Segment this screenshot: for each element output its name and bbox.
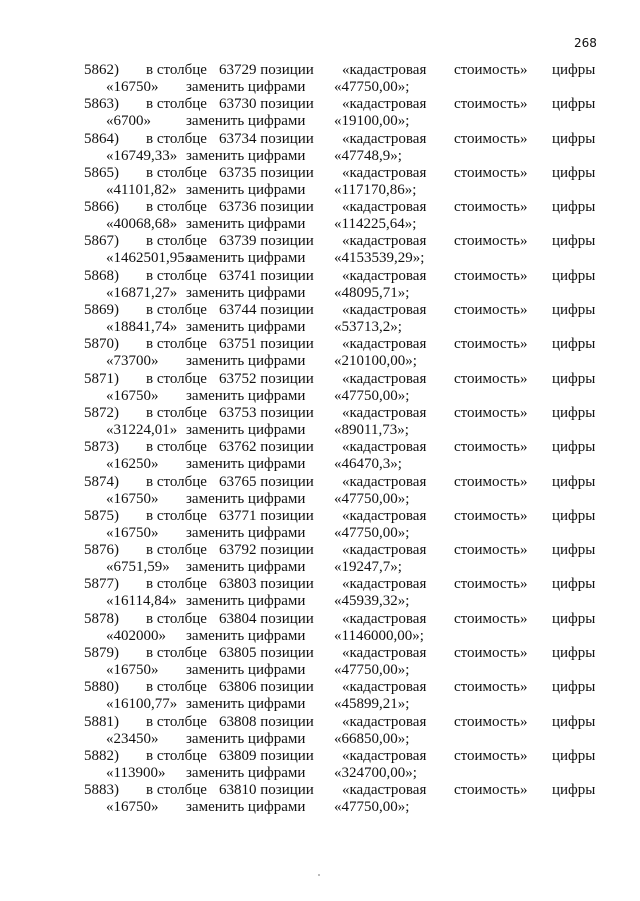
new-value: «47750,00»; [334, 662, 410, 679]
cadastral-label: «кадастровая [342, 473, 427, 490]
in-column-label: в столбце [146, 542, 207, 559]
value-label: стоимость» [454, 713, 528, 730]
replace-label: заменить цифрами [186, 764, 306, 781]
replace-label: заменить цифрами [186, 319, 306, 336]
in-column-label: в столбце [146, 610, 207, 627]
digits-label: цифры [552, 747, 596, 764]
digits-label: цифры [552, 439, 596, 456]
new-value: «45899,21»; [334, 696, 410, 713]
column-position: 63744 позиции [219, 302, 314, 319]
entry-line-2 [84, 148, 604, 165]
digits-label: цифры [552, 199, 596, 216]
entry-line-1 [84, 748, 604, 765]
old-value: «16750» [106, 799, 159, 816]
in-column-label: в столбце [146, 439, 207, 456]
replace-label: заменить цифрами [186, 730, 306, 747]
entry-line-2 [84, 765, 604, 782]
new-value: «45939,32»; [334, 593, 410, 610]
entry-line-2 [84, 285, 604, 302]
replace-label: заменить цифрами [186, 524, 306, 541]
digits-label: цифры [552, 576, 596, 593]
new-value: «47750,00»; [334, 387, 410, 404]
old-value: «16100,77» [106, 696, 178, 713]
in-column-label: в столбце [146, 267, 207, 284]
digits-label: цифры [552, 164, 596, 181]
replace-label: заменить цифрами [186, 662, 306, 679]
value-label: стоимость» [454, 507, 528, 524]
cadastral-label: «кадастровая [342, 96, 427, 113]
old-value: «402000» [106, 627, 166, 644]
old-value: «16750» [106, 662, 159, 679]
cadastral-label: «кадастровая [342, 782, 427, 799]
column-position: 63753 позиции [219, 404, 314, 421]
in-column-label: в столбце [146, 576, 207, 593]
old-value: «113900» [106, 764, 166, 781]
value-label: стоимость» [454, 679, 528, 696]
entry-number: 5866) [84, 199, 119, 216]
amendment-entry [84, 714, 604, 748]
entry-number: 5880) [84, 679, 119, 696]
digits-label: цифры [552, 507, 596, 524]
entry-line-2 [84, 593, 604, 610]
entry-line-2 [84, 422, 604, 439]
value-label: стоимость» [454, 302, 528, 319]
digits-label: цифры [552, 302, 596, 319]
column-position: 63808 позиции [219, 713, 314, 730]
new-value: «47750,00»; [334, 79, 410, 95]
cadastral-label: «кадастровая [342, 302, 427, 319]
old-value: «1462501,95» [106, 250, 193, 267]
column-position: 63751 позиции [219, 336, 314, 353]
entry-line-1 [84, 233, 604, 250]
entry-line-2 [84, 731, 604, 748]
entry-line-2 [84, 456, 604, 473]
value-label: стоимость» [454, 233, 528, 250]
entry-line-2 [84, 491, 604, 508]
old-value: «16250» [106, 456, 159, 473]
entry-number: 5879) [84, 645, 119, 662]
entry-line-2 [84, 79, 604, 96]
amendment-entry [84, 302, 604, 336]
entry-line-1 [84, 336, 604, 353]
cadastral-label: «кадастровая [342, 267, 427, 284]
amendment-entry [84, 748, 604, 782]
replace-label: заменить цифрами [186, 216, 306, 233]
new-value: «19247,7»; [334, 559, 402, 576]
entry-line-1 [84, 165, 604, 182]
entry-line-2 [84, 182, 604, 199]
old-value: «40068,68» [106, 216, 178, 233]
old-value: «6700» [106, 113, 151, 130]
amendment-entry [84, 782, 604, 816]
entry-number: 5881) [84, 713, 119, 730]
entry-line-1 [84, 576, 604, 593]
digits-label: цифры [552, 679, 596, 696]
in-column-label: в столбце [146, 782, 207, 799]
cadastral-label: «кадастровая [342, 713, 427, 730]
column-position: 63729 позиции [219, 62, 314, 78]
entry-number: 5882) [84, 747, 119, 764]
in-column-label: в столбце [146, 507, 207, 524]
old-value: «16750» [106, 524, 159, 541]
in-column-label: в столбце [146, 370, 207, 387]
new-value: «117170,86»; [334, 181, 417, 198]
cadastral-label: «кадастровая [342, 610, 427, 627]
new-value: «47750,00»; [334, 490, 410, 507]
replace-label: заменить цифрами [186, 559, 306, 576]
scan-speck [318, 874, 320, 876]
cadastral-label: «кадастровая [342, 199, 427, 216]
amendment-entry [84, 576, 604, 610]
entry-line-1 [84, 611, 604, 628]
entry-number: 5875) [84, 507, 119, 524]
new-value: «46470,3»; [334, 456, 402, 473]
new-value: «324700,00»; [334, 764, 417, 781]
digits-label: цифры [552, 267, 596, 284]
column-position: 63809 позиции [219, 747, 314, 764]
page-number: 268 [574, 36, 597, 50]
replace-label: заменить цифрами [186, 181, 306, 198]
cadastral-label: «кадастровая [342, 542, 427, 559]
entry-line-2 [84, 799, 604, 816]
replace-label: заменить цифрами [186, 696, 306, 713]
in-column-label: в столбце [146, 96, 207, 113]
amendment-entry [84, 645, 604, 679]
amendment-entry [84, 62, 604, 96]
digits-label: цифры [552, 782, 596, 799]
in-column-label: в столбце [146, 199, 207, 216]
cadastral-label: «кадастровая [342, 404, 427, 421]
cadastral-label: «кадастровая [342, 507, 427, 524]
entry-number: 5877) [84, 576, 119, 593]
cadastral-label: «кадастровая [342, 747, 427, 764]
old-value: «18841,74» [106, 319, 178, 336]
replace-label: заменить цифрами [186, 627, 306, 644]
amendment-entry [84, 336, 604, 370]
entry-line-1 [84, 508, 604, 525]
in-column-label: в столбце [146, 164, 207, 181]
entry-number: 5872) [84, 404, 119, 421]
replace-label: заменить цифрами [186, 353, 306, 370]
entry-number: 5883) [84, 782, 119, 799]
entry-line-2 [84, 628, 604, 645]
replace-label: заменить цифрами [186, 79, 306, 95]
old-value: «23450» [106, 730, 159, 747]
entry-line-1 [84, 679, 604, 696]
entry-line-1 [84, 645, 604, 662]
entry-line-1 [84, 714, 604, 731]
new-value: «89011,73»; [334, 421, 409, 438]
entry-line-2 [84, 353, 604, 370]
column-position: 63752 позиции [219, 370, 314, 387]
entry-line-1 [84, 96, 604, 113]
amendment-entry [84, 474, 604, 508]
replace-label: заменить цифрами [186, 456, 306, 473]
entry-number: 5874) [84, 473, 119, 490]
column-position: 63735 позиции [219, 164, 314, 181]
digits-label: цифры [552, 645, 596, 662]
value-label: стоимость» [454, 747, 528, 764]
amendment-entry [84, 233, 604, 267]
digits-label: цифры [552, 370, 596, 387]
digits-label: цифры [552, 610, 596, 627]
value-label: стоимость» [454, 610, 528, 627]
entry-line-2 [84, 216, 604, 233]
new-value: «210100,00»; [334, 353, 417, 370]
amendment-entry [84, 405, 604, 439]
value-label: стоимость» [454, 199, 528, 216]
entry-line-2 [84, 388, 604, 405]
old-value: «6751,59» [106, 559, 170, 576]
cadastral-label: «кадастровая [342, 679, 427, 696]
amendment-entry [84, 268, 604, 302]
in-column-label: в столбце [146, 336, 207, 353]
new-value: «47750,00»; [334, 524, 410, 541]
value-label: стоимость» [454, 62, 528, 78]
entry-number: 5869) [84, 302, 119, 319]
column-position: 63810 позиции [219, 782, 314, 799]
replace-label: заменить цифрами [186, 593, 306, 610]
in-column-label: в столбце [146, 713, 207, 730]
new-value: «47750,00»; [334, 799, 410, 816]
entry-line-1 [84, 782, 604, 799]
entry-line-1 [84, 439, 604, 456]
column-position: 63739 позиции [219, 233, 314, 250]
entry-line-2 [84, 113, 604, 130]
amendment-entry [84, 199, 604, 233]
digits-label: цифры [552, 542, 596, 559]
digits-label: цифры [552, 96, 596, 113]
amendment-entry [84, 679, 604, 713]
new-value: «114225,64»; [334, 216, 417, 233]
digits-label: цифры [552, 233, 596, 250]
amendment-entry [84, 508, 604, 542]
column-position: 63806 позиции [219, 679, 314, 696]
amendment-list [84, 62, 604, 817]
value-label: стоимость» [454, 439, 528, 456]
column-position: 63736 позиции [219, 199, 314, 216]
in-column-label: в столбце [146, 645, 207, 662]
entry-line-1 [84, 405, 604, 422]
entry-line-2 [84, 250, 604, 267]
value-label: стоимость» [454, 782, 528, 799]
value-label: стоимость» [454, 370, 528, 387]
column-position: 63803 позиции [219, 576, 314, 593]
column-position: 63730 позиции [219, 96, 314, 113]
entry-line-2 [84, 696, 604, 713]
old-value: «16750» [106, 490, 159, 507]
old-value: «41101,82» [106, 181, 177, 198]
entry-number: 5867) [84, 233, 119, 250]
entry-line-2 [84, 525, 604, 542]
replace-label: заменить цифрами [186, 147, 306, 164]
entry-line-2 [84, 662, 604, 679]
value-label: стоимость» [454, 542, 528, 559]
cadastral-label: «кадастровая [342, 576, 427, 593]
value-label: стоимость» [454, 336, 528, 353]
amendment-entry [84, 165, 604, 199]
cadastral-label: «кадастровая [342, 233, 427, 250]
replace-label: заменить цифрами [186, 490, 306, 507]
value-label: стоимость» [454, 96, 528, 113]
column-position: 63805 позиции [219, 645, 314, 662]
value-label: стоимость» [454, 576, 528, 593]
column-position: 63771 позиции [219, 507, 314, 524]
digits-label: цифры [552, 62, 596, 78]
column-position: 63765 позиции [219, 473, 314, 490]
amendment-entry [84, 96, 604, 130]
entry-line-1 [84, 199, 604, 216]
column-position: 63734 позиции [219, 130, 314, 147]
in-column-label: в столбце [146, 747, 207, 764]
column-position: 63741 позиции [219, 267, 314, 284]
entry-number: 5878) [84, 610, 119, 627]
value-label: стоимость» [454, 164, 528, 181]
entry-number: 5868) [84, 267, 119, 284]
cadastral-label: «кадастровая [342, 164, 427, 181]
digits-label: цифры [552, 130, 596, 147]
in-column-label: в столбце [146, 679, 207, 696]
column-position: 63762 позиции [219, 439, 314, 456]
entry-number: 5863) [84, 96, 119, 113]
entry-line-1 [84, 62, 604, 79]
old-value: «73700» [106, 353, 159, 370]
amendment-entry [84, 131, 604, 165]
entry-line-1 [84, 474, 604, 491]
value-label: стоимость» [454, 645, 528, 662]
column-position: 63804 позиции [219, 610, 314, 627]
amendment-entry [84, 439, 604, 473]
replace-label: заменить цифрами [186, 250, 306, 267]
in-column-label: в столбце [146, 302, 207, 319]
replace-label: заменить цифрами [186, 113, 306, 130]
entry-line-1 [84, 542, 604, 559]
column-position: 63792 позиции [219, 542, 314, 559]
entry-number: 5864) [84, 130, 119, 147]
value-label: стоимость» [454, 473, 528, 490]
value-label: стоимость» [454, 267, 528, 284]
entry-number: 5865) [84, 164, 119, 181]
entry-line-2 [84, 319, 604, 336]
amendment-entry [84, 611, 604, 645]
cadastral-label: «кадастровая [342, 62, 427, 78]
entry-line-1 [84, 268, 604, 285]
replace-label: заменить цифрами [186, 284, 306, 301]
value-label: стоимость» [454, 404, 528, 421]
replace-label: заменить цифрами [186, 421, 306, 438]
old-value: «31224,01» [106, 421, 178, 438]
amendment-entry [84, 542, 604, 576]
entry-line-1 [84, 131, 604, 148]
in-column-label: в столбце [146, 473, 207, 490]
new-value: «1146000,00»; [334, 627, 424, 644]
entry-line-2 [84, 559, 604, 576]
old-value: «16114,84» [106, 593, 177, 610]
cadastral-label: «кадастровая [342, 439, 427, 456]
in-column-label: в столбце [146, 62, 207, 78]
cadastral-label: «кадастровая [342, 645, 427, 662]
digits-label: цифры [552, 473, 596, 490]
cadastral-label: «кадастровая [342, 370, 427, 387]
old-value: «16750» [106, 79, 159, 95]
new-value: «4153539,29»; [334, 250, 425, 267]
new-value: «19100,00»; [334, 113, 410, 130]
old-value: «16750» [106, 387, 159, 404]
entry-number: 5871) [84, 370, 119, 387]
replace-label: заменить цифрами [186, 799, 306, 816]
new-value: «66850,00»; [334, 730, 410, 747]
replace-label: заменить цифрами [186, 387, 306, 404]
amendment-entry [84, 371, 604, 405]
new-value: «53713,2»; [334, 319, 402, 336]
new-value: «47748,9»; [334, 147, 402, 164]
in-column-label: в столбце [146, 404, 207, 421]
value-label: стоимость» [454, 130, 528, 147]
old-value: «16749,33» [106, 147, 178, 164]
digits-label: цифры [552, 404, 596, 421]
in-column-label: в столбце [146, 130, 207, 147]
digits-label: цифры [552, 713, 596, 730]
entry-number: 5870) [84, 336, 119, 353]
cadastral-label: «кадастровая [342, 336, 427, 353]
entry-line-1 [84, 302, 604, 319]
old-value: «16871,27» [106, 284, 178, 301]
digits-label: цифры [552, 336, 596, 353]
entry-line-1 [84, 371, 604, 388]
entry-number: 5873) [84, 439, 119, 456]
entry-number: 5862) [84, 62, 119, 78]
new-value: «48095,71»; [334, 284, 410, 301]
cadastral-label: «кадастровая [342, 130, 427, 147]
entry-number: 5876) [84, 542, 119, 559]
in-column-label: в столбце [146, 233, 207, 250]
